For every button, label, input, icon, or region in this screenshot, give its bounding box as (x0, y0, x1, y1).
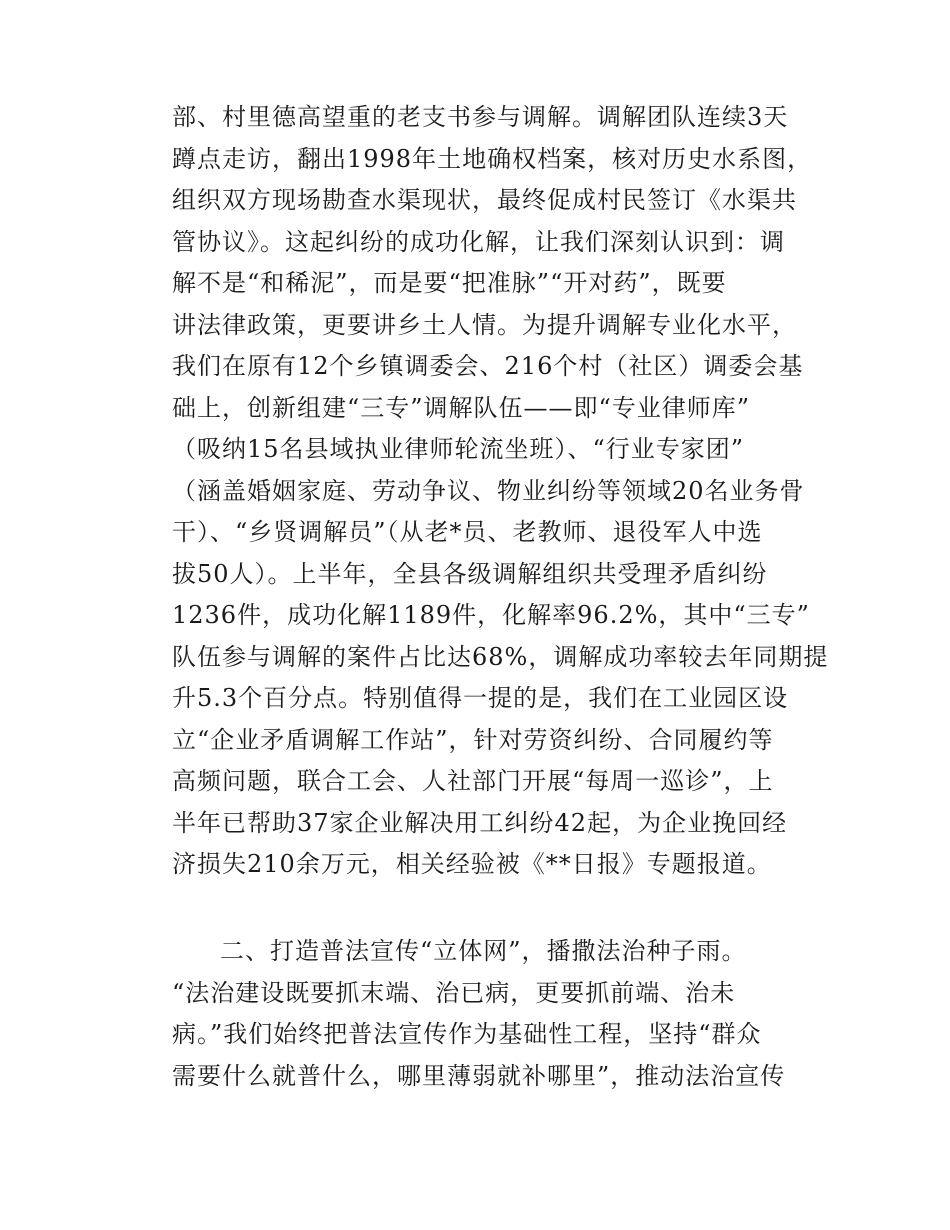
body-paragraph-2 (172, 931, 822, 1097)
text-line: 讲法律政策，更要讲乡土人情。为提升调解专业化水平， (172, 310, 797, 339)
body-paragraph-1 (172, 97, 829, 886)
text-line: 管协议》。这起纠纷的成功化解，让我们深刻认识到：调 (172, 227, 785, 256)
text-line: 础上，创新组建“三专”调解队伍——即“专业律师库” (172, 393, 751, 422)
text-line: 干）、“乡贤调解员”（从老*员、老教师、退役军人中选 (172, 518, 763, 546)
text-line: 需要什么就普什么，哪里薄弱就补哪里”，推动法治宣传 (172, 1061, 786, 1090)
text-line: 蹲点走访，翻出1998年土地确权档案，核对历史水系图， (172, 144, 813, 173)
text-line: 拔50人）。上半年，全县各级调解组织共受理矛盾纠纷 (172, 559, 768, 588)
text-line: 立“企业矛盾调解工作站”，针对劳资纠纷、合同履约等 (172, 725, 774, 754)
text-line: 半年已帮助37家企业解决用工纠纷42起，为企业挽回经 (172, 808, 788, 837)
text-line: 升5.3个百分点。特别值得一提的是，我们在工业园区设 (172, 684, 789, 712)
text-line: 队伍参与调解的案件占比达68%，调解成功率较去年同期提 (172, 642, 829, 671)
text-line: 1236件，成功化解1189件，化解率96.2%，其中“三专” (172, 601, 810, 629)
section-heading-line: 二、打造普法宣传“立体网”，播撒法治种子雨。 (220, 937, 747, 965)
text-line: （涵盖婚姻家庭、劳动争议、物业纠纷等领域20名业务骨 (172, 476, 805, 505)
text-line: 病。”我们始终把普法宣传作为基础性工程，坚持“群众 (172, 1020, 762, 1048)
text-line: 组织双方现场勘查水渠现状，最终促成村民签订《水渠共 (172, 186, 797, 214)
text-line: 高频问题，联合工会、人社部门开展“每周一巡诊”，上 (172, 767, 774, 795)
text-line: （吸纳15名县域执业律师轮流坐班）、“行业专家团” (172, 435, 745, 463)
text-line: 部、村里德高望重的老支书参与调解。调解团队连续3天 (172, 103, 789, 131)
text-line: 解不是“和稀泥”，而是要“把准脉”“开对药”，既要 (172, 269, 727, 297)
text-line: 济损失210余万元，相关经验被《**日报》专题报道。 (172, 850, 772, 878)
text-line: 我们在原有12个乡镇调委会、216个村（社区）调委会基 (172, 352, 804, 380)
text-line: “法治建设既要抓末端、治已病，更要抓前端、治未 (172, 978, 736, 1007)
